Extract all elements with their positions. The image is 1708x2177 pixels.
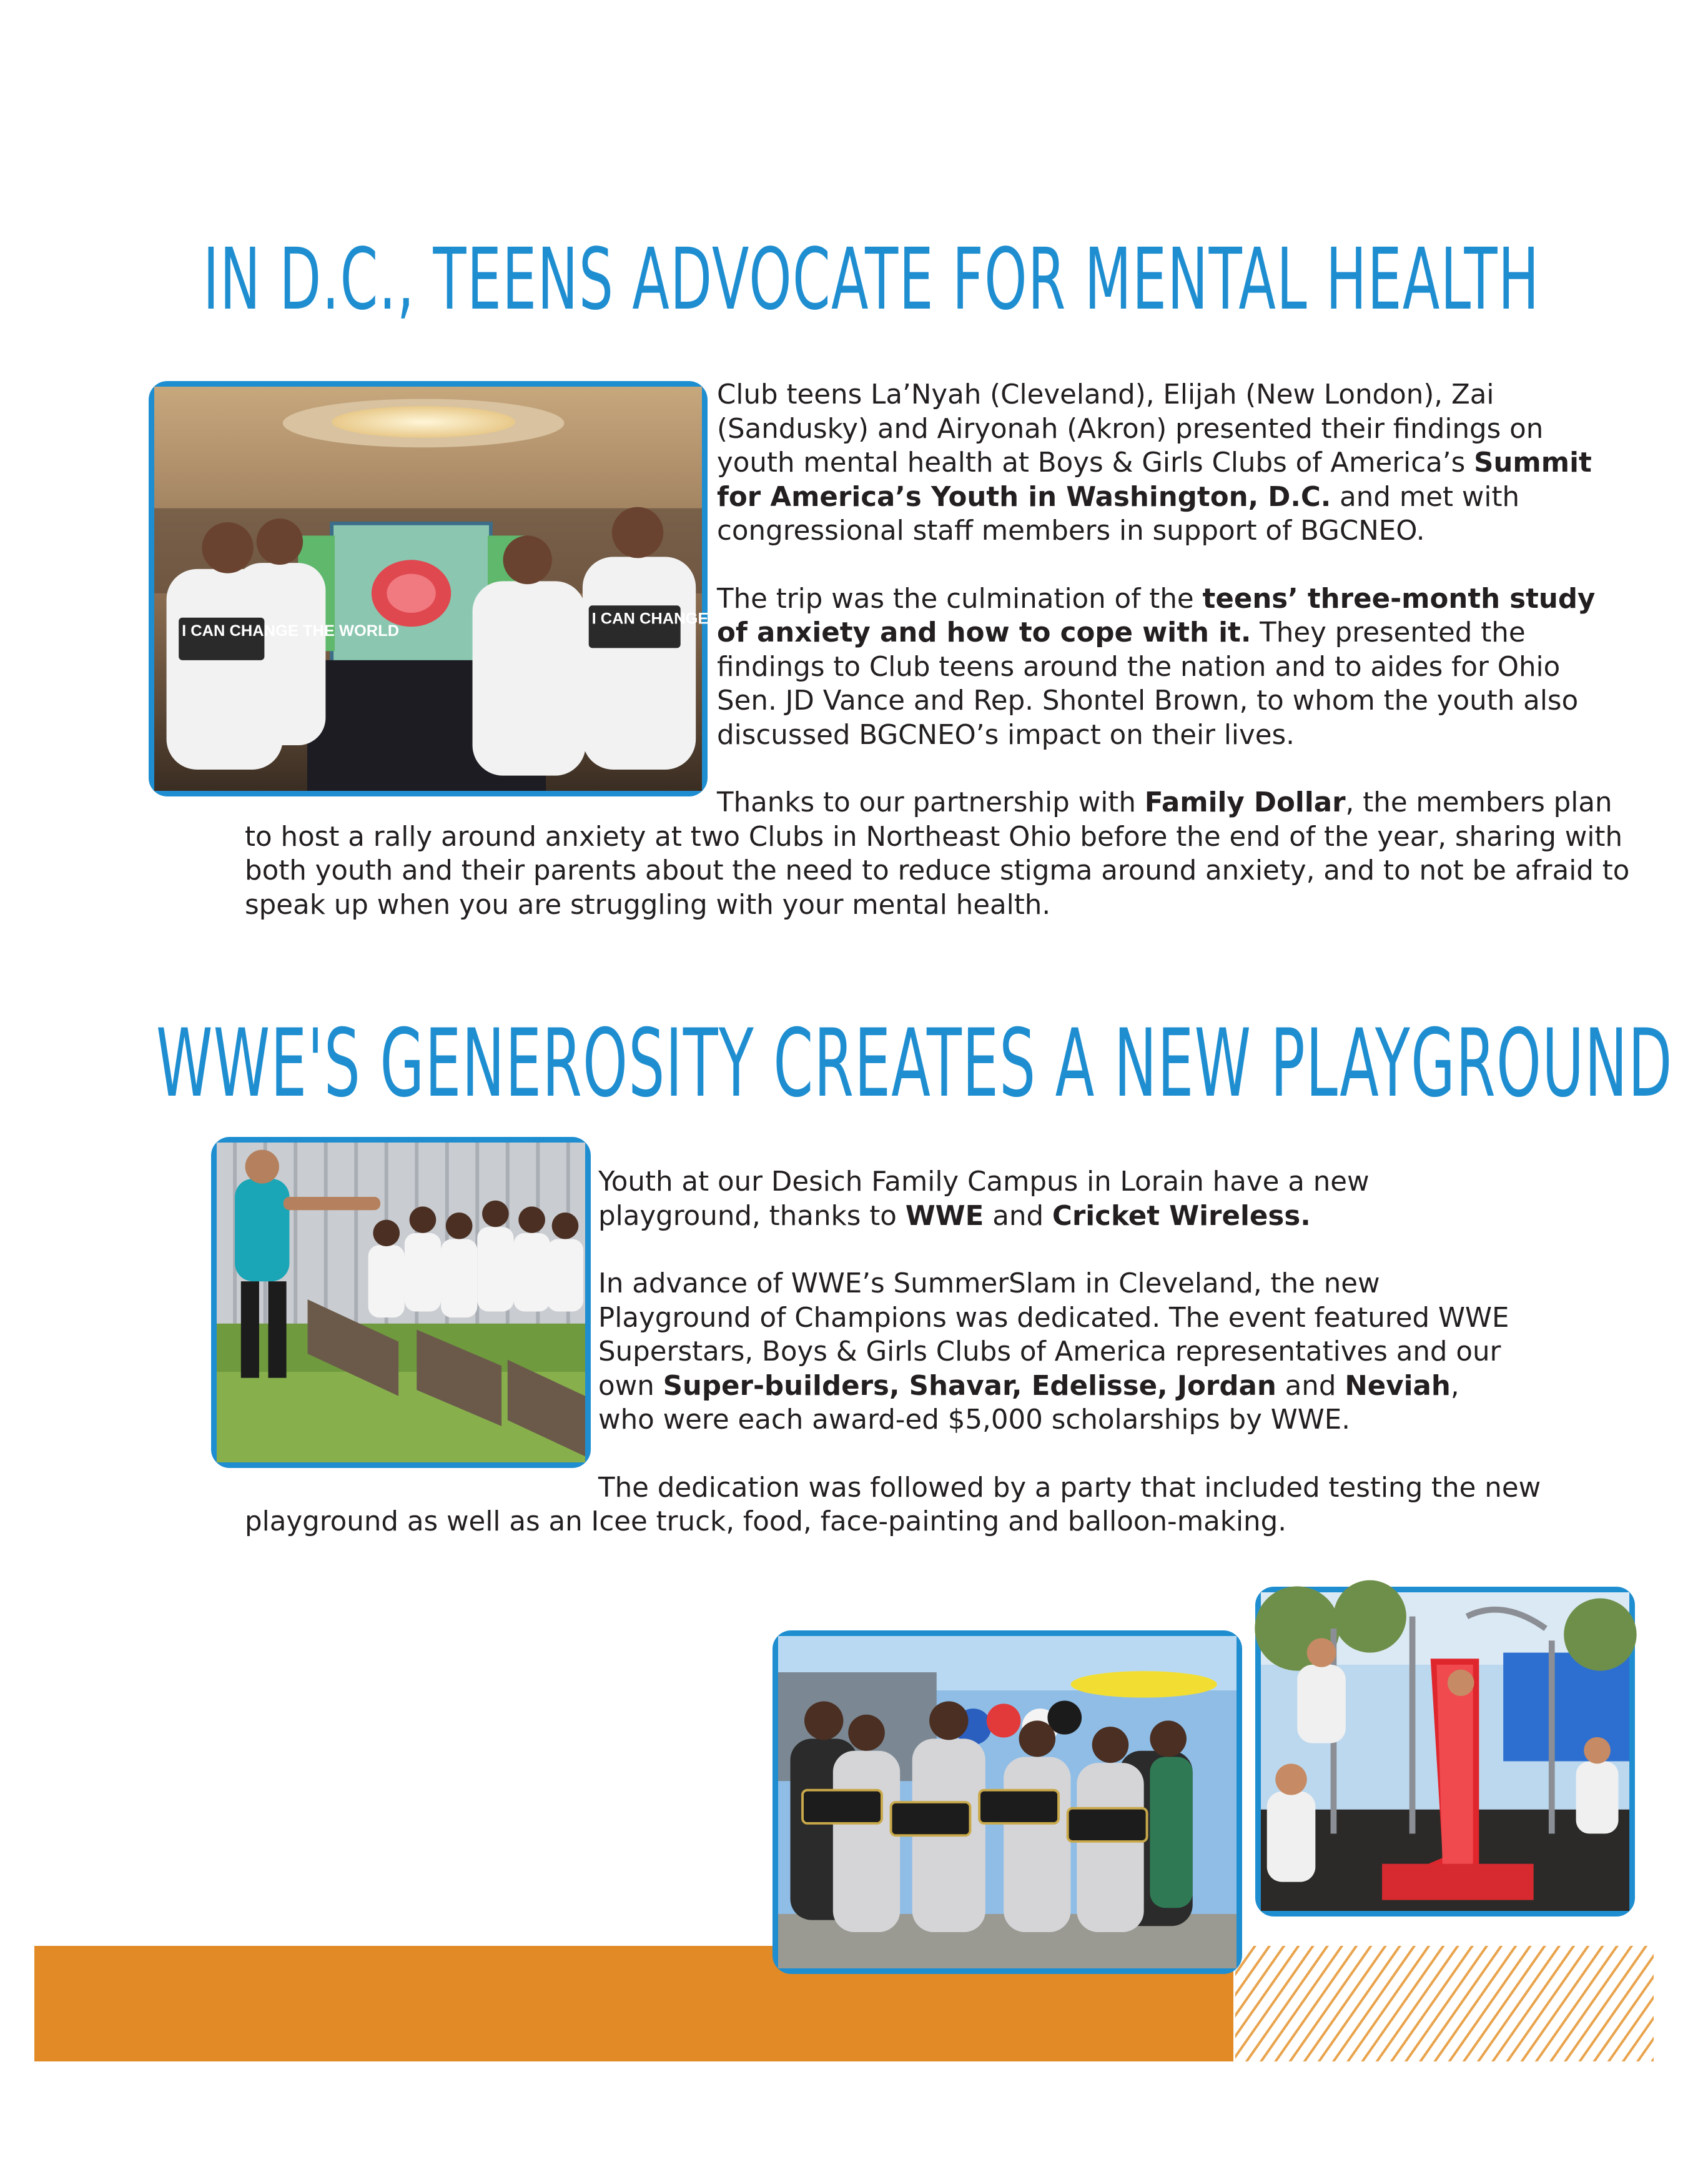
svg-text:I CAN CHANGE THE WORLD: I CAN CHANGE THE WORLD xyxy=(182,622,400,640)
paragraph-text: and xyxy=(1276,1370,1345,1402)
bold-text: Super-builders, Shavar, Edelisse, Jordan xyxy=(663,1370,1276,1402)
paragraph-text: and met with congressional staff members in support of BGCNEO. xyxy=(717,481,1520,547)
article-playground-top-column xyxy=(245,1165,1516,1471)
bold-text: teens’ three-month study of anxiety and how to cope with it. xyxy=(717,583,1596,648)
paragraph-summit xyxy=(717,378,1604,548)
paragraph-family-dollar xyxy=(245,786,1637,922)
article-playground-body xyxy=(245,1165,1619,1539)
paragraph-party xyxy=(245,1471,1619,1539)
paragraph-text: The dedication was followed by a party that included testing the new playground as well as an Icee truck, food, face-painting and balloon-making. xyxy=(245,1472,1541,1537)
paragraph-text: Thanks to our partnership with xyxy=(717,787,1145,818)
paragraph-summerslam xyxy=(598,1267,1516,1437)
svg-text:I CAN CHANGE THE WORLD: I CAN CHANGE THE WORLD xyxy=(591,610,809,628)
hatch-pattern-decoration xyxy=(1235,1946,1654,2061)
article-mental-health-top-column xyxy=(245,378,1604,786)
paragraph-text: Youth at our Desich Family Campus in Lorain have a new playground, thanks to xyxy=(598,1166,1370,1232)
paragraph-study xyxy=(717,582,1604,753)
paragraph-text: and xyxy=(984,1200,1052,1232)
paragraph-text: , who were each award-ed $5,000 scholarships by WWE. xyxy=(598,1370,1459,1436)
photo-scholarship-recipients xyxy=(773,1630,1242,1974)
paragraph-text: In advance of WWE’s SummerSlam in Cleveland, the new Playground of Champions was dedicated. The event featured WWE Superstars, Boys & Girls Clubs of America representatives and our own xyxy=(598,1268,1509,1402)
paragraph-text: , the members plan to host a rally around anxiety at two Clubs in Northeast Ohio before the end of the year, sharing with both youth and their parents about the need to reduce stigma around anxiety, and to not be afraid to speak up when you are struggling with your mental health. xyxy=(245,787,1630,921)
bold-text: Cricket Wireless. xyxy=(1052,1200,1311,1232)
paragraph-text: Club teens La’Nyah (Cleveland), Elijah (New London), Zai (Sandusky) and Airyonah (Akron) presented their findings on youth mental health at Boys & Girls Clubs of America’s xyxy=(717,379,1544,479)
bold-text: WWE xyxy=(905,1200,984,1232)
headline-mental-health: IN D.C., TEENS ADVOCATE FOR MENTAL HEALTH xyxy=(203,231,1540,329)
bold-text: Summit for America’s Youth in Washington, D.C. xyxy=(717,447,1592,513)
photo-kids-on-slide xyxy=(1255,1587,1635,1917)
article-mental-health-body xyxy=(245,378,1637,922)
headline-playground: WWE'S GENEROSITY CREATES A NEW PLAYGROUND xyxy=(156,1009,1673,1118)
paragraph-text: They presented the findings to Club teens around the nation and to aides for Ohio Sen. JD Vance and Rep. Shontel Brown, to whom the youth also discussed BGCNEO’s impact on their lives. xyxy=(717,617,1579,751)
bold-text: Neviah xyxy=(1345,1370,1451,1402)
bold-text: Family Dollar xyxy=(1144,787,1346,818)
paragraph-new-playground xyxy=(598,1165,1516,1233)
paragraph-text: The trip was the culmination of the xyxy=(717,583,1203,615)
